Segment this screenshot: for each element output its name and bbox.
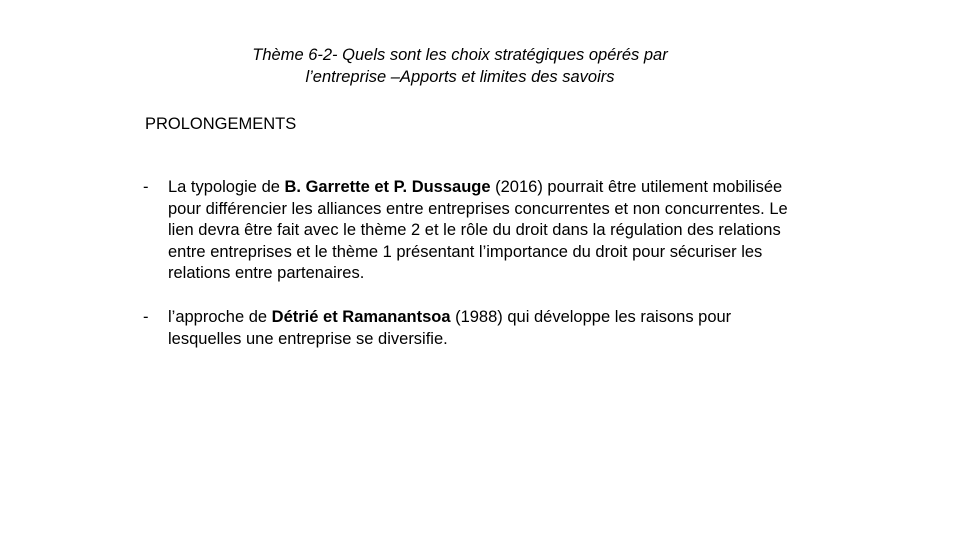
bullet-marker: - <box>143 307 149 326</box>
author-name: Ramanantsoa <box>342 307 451 326</box>
bullet-list <box>143 177 803 372</box>
author-name: B. Garrette <box>284 178 370 196</box>
author-name: P. Dussauge <box>393 178 491 196</box>
slide-title <box>160 44 760 88</box>
bullet-text-body: (2016) pourrait être utilement mobilisée pour différencier les alliances entre entreprises concurrentes et non concurrentes. Le lien devra être fait avec le thème 2 et le rôle du droit dans la régulation des relations entre entreprises et le thème 1 présentant l’importance du droit pour sécuriser les relations entre partenaires. <box>168 178 788 283</box>
title-line-2: l’entreprise –Apports et limites des savoirs <box>305 68 615 86</box>
bullet-item-typologie <box>143 177 803 285</box>
section-heading: PROLONGEMENTS <box>145 115 297 133</box>
bullet-text-prefix: l’approche de <box>168 307 272 326</box>
bullet-marker: - <box>143 178 149 196</box>
author-connector: et <box>369 178 394 196</box>
author-connector: et <box>318 307 343 326</box>
bullet-text-body: (1988) qui développe les raisons pour lesquelles une entreprise se diversifie. <box>168 307 732 348</box>
bullet-item-approche <box>143 307 803 350</box>
title-line-1: Thème 6-2- Quels sont les choix stratégiques opérés par <box>252 46 668 64</box>
author-name: Détrié <box>271 307 319 326</box>
bullet-text-prefix: La typologie de <box>168 178 285 196</box>
